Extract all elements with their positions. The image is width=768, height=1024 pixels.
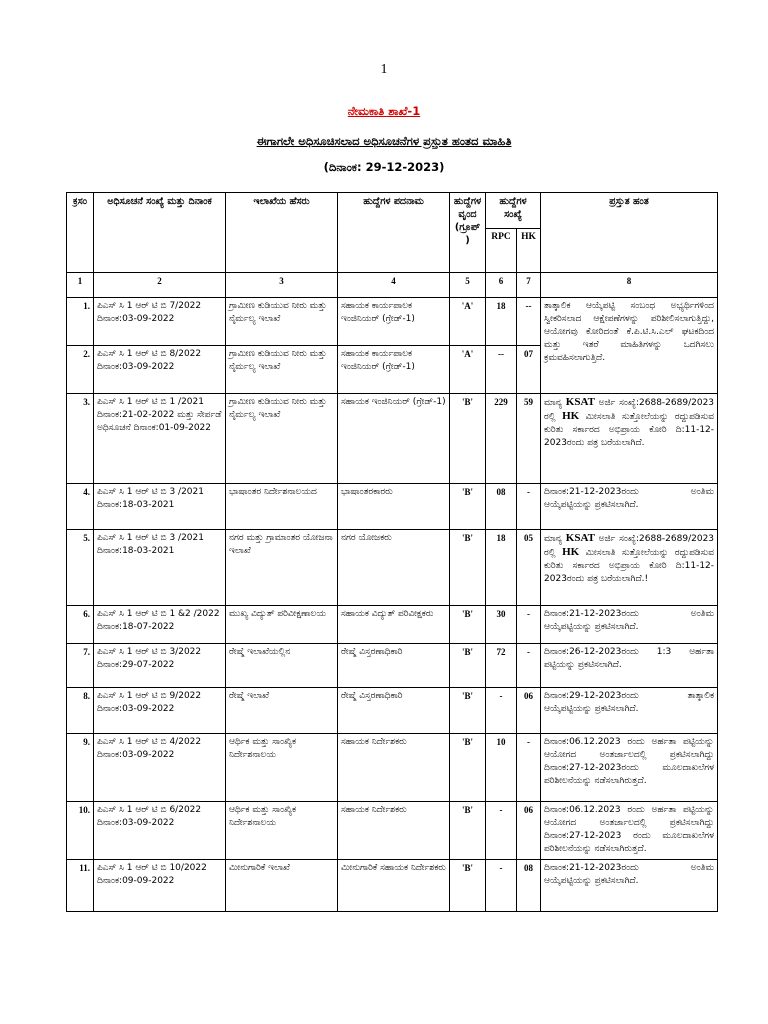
row-hk: -: [517, 734, 541, 802]
row-post: ಭಾಷಾಂತರಕಾರರು: [338, 484, 450, 530]
row-department: ಆರ್ಥಿಕ ಮತ್ತು ಸಾಂಖ್ಯಿಕ ನಿರ್ದೇಶನಾಲಯ: [226, 734, 338, 802]
row-status: ದಿನಾಂಕ:06.12.2023 ರಂದು ಅರ್ಹತಾ ಪಟ್ಟಿಯನ್ನು ಆಯೋಗದ ಅಂತರ್ಜಾಲದಲ್ಲಿ ಪ್ರಕಟಿಸಲಾಗಿದ್ದು ದಿನಾಂಕ:27-12-2023ರಂದು ಮೂಲದಾಖಲೆಗಳ ಪರಿಶೀಲನೆಯನ್ನು ನಡೆಸಲಾಗಿರುತ್ತದೆ.: [541, 734, 718, 802]
row-rpc: 30: [486, 606, 517, 644]
row-notification: ಪಿಎಸ್ ಸಿ 1 ಆರ್ ಟಿ ಬಿ 8/2022 ದಿನಾಂಕ:03-09-2022: [94, 346, 226, 394]
row-department: ಗ್ರಾಮೀಣ ಕುಡಿಯುವ ನೀರು ಮತ್ತು ನೈರ್ಮಲ್ಯ ಇಲಾಖೆ: [226, 346, 338, 394]
table-row: [67, 860, 718, 912]
row-rpc: 18: [486, 530, 517, 606]
document-date: (ದಿನಾಂಕ: 29-12-2023): [323, 160, 445, 174]
row-status: ದಿನಾಂಕ:26-12-2023ರಂದು 1:3 ಅರ್ಹತಾ ಪಟ್ಟಿಯನ್ನು ಪ್ರಕಟಿಸಲಾಗಿದೆ.: [541, 644, 718, 688]
col-header-rpc: RPC: [486, 229, 517, 273]
status-text-part: ಮೀಸಲಾತಿ ಸುತ್ತೋಲೆಯನ್ನು ರದ್ದುಪಡಿಸುವ ಕುರಿತು ಸರ್ಕಾರದ ಅಭಿಪ್ರಾಯ ಕೋರಿ ದಿ:11-12-2023ರಂದು ಪತ್ರ ಬರೆಯಲಾಗಿದೆ.: [544, 412, 715, 448]
row-sl: 11.: [67, 860, 94, 912]
status-text-part: ಮಾನ್ಯ: [544, 398, 566, 408]
row-notification: ಪಿಎಸ್ ಸಿ 1 ಆರ್ ಟಿ ಬಿ 3/2022 ದಿನಾಂಕ:29-07-2022: [94, 644, 226, 688]
status-text-part: KSAT: [565, 532, 595, 544]
row-department: ಭಾಷಾಂತರ ನಿರ್ದೇಶನಾಲಯದ: [226, 484, 338, 530]
row-hk: -: [517, 644, 541, 688]
column-number: 1: [67, 273, 94, 298]
row-notification: ಪಿಎಸ್ ಸಿ 1 ಆರ್ ಟಿ ಬಿ 3 /2021 ದಿನಾಂಕ:18-03-2021: [94, 530, 226, 606]
row-sl: 3.: [67, 394, 94, 484]
row-department: ಮುಖ್ಯ ವಿದ್ಯುತ್ ಪರಿವೀಕ್ಷಣಾಲಯ: [226, 606, 338, 644]
row-hk: 08: [517, 860, 541, 912]
row-status: ದಿನಾಂಕ:21-12-2023ರಂದು ಅಂತಿಮ ಆಯ್ಕೆಪಟ್ಟಿಯನ್ನು ಪ್ರಕಟಿಸಲಾಗಿದೆ.: [541, 484, 718, 530]
row-status: ದಿನಾಂಕ:29-12-2023ರಂದು ತಾತ್ಕಾಲಿಕ ಆಯ್ಕೆಪಟ್ಟಿಯನ್ನು ಪ್ರಕಟಿಸಲಾಗಿದೆ.: [541, 688, 718, 734]
row-group: 'B': [450, 802, 486, 860]
row-rpc: -: [486, 688, 517, 734]
row-post: ನಗರ ಯೋಜಕರು: [338, 530, 450, 606]
row-rpc: --: [486, 346, 517, 394]
col-header-hk: HK: [517, 229, 541, 273]
row-hk: -: [517, 484, 541, 530]
row-rpc: -: [486, 802, 517, 860]
row-sl: 5.: [67, 530, 94, 606]
row-department: ಮೀನುಗಾರಿಕೆ ಇಲಾಖೆ: [226, 860, 338, 912]
column-number: 7: [517, 273, 541, 298]
row-group: 'B': [450, 394, 486, 484]
page-number: 1: [380, 62, 388, 77]
column-number: 5: [450, 273, 486, 298]
col-header-post: ಹುದ್ದೆಗಳ ಪದನಾಮ: [338, 193, 450, 273]
row-rpc: 229: [486, 394, 517, 484]
column-number: 6: [486, 273, 517, 298]
row-group: 'B': [450, 688, 486, 734]
row-department: ರೇಷ್ಮೆ ಇಲಾಖೆ: [226, 688, 338, 734]
table-row: [67, 606, 718, 644]
row-hk: 06: [517, 688, 541, 734]
status-text-part: KSAT: [565, 396, 595, 408]
col-header-department: ಇಲಾಖೆಯ ಹೆಸರು: [226, 193, 338, 273]
row-notification: ಪಿಎಸ್ ಸಿ 1 ಆರ್ ಟಿ ಬಿ 10/2022 ದಿನಾಂಕ:09-09-2022: [94, 860, 226, 912]
row-rpc: 10: [486, 734, 517, 802]
column-number: 8: [541, 273, 718, 298]
row-post: ಸಹಾಯಕ ಕಾರ್ಯಪಾಲಕ ಇಂಜಿನಿಯರ್ (ಗ್ರೇಡ್-1): [338, 298, 450, 346]
row-post: ಸಹಾಯಕ ವಿದ್ಯುತ್ ಪರಿವೀಕ್ಷಕರು: [338, 606, 450, 644]
row-status: [541, 394, 718, 484]
col-header-group: ಹುದ್ದೆಗಳ ವೃಂದ (ಗ್ರೂಪ್): [450, 193, 486, 273]
row-hk: 06: [517, 802, 541, 860]
row-group: 'A': [450, 298, 486, 346]
row-department: ರೇಷ್ಮೆ ಇಲಾಖೆಯಲ್ಲಿನ: [226, 644, 338, 688]
row-post: ಸಹಾಯಕ ಕಾರ್ಯಪಾಲಕ ಇಂಜಿನಿಯರ್ (ಗ್ರೇಡ್-1): [338, 346, 450, 394]
row-post: ರೇಷ್ಮೆ ವಿಸ್ತರಣಾಧಿಕಾರಿ: [338, 644, 450, 688]
row-department: ನಗರ ಮತ್ತು ಗ್ರಾಮಾಂತರ ಯೋಜನಾ ಇಲಾಖೆ: [226, 530, 338, 606]
row-hk: --: [517, 298, 541, 346]
row-status: ದಿನಾಂಕ:21-12-2023ರಂದು ಅಂತಿಮ ಆಯ್ಕೆಪಟ್ಟಿಯನ್ನು ಪ್ರಕಟಿಸಲಾಗಿದೆ.: [541, 860, 718, 912]
row-sl: 7.: [67, 644, 94, 688]
table-row: [67, 484, 718, 530]
row-group: 'B': [450, 530, 486, 606]
table-row: [67, 644, 718, 688]
status-text-part: HK: [562, 410, 580, 422]
col-header-status: ಪ್ರಸ್ತುತ ಹಂತ: [541, 193, 718, 273]
row-notification: ಪಿಎಸ್ ಸಿ 1 ಆರ್ ಟಿ ಬಿ 1 &2 /2022 ದಿನಾಂಕ:18-07-2022: [94, 606, 226, 644]
row-hk: 07: [517, 346, 541, 394]
status-text-part: ಅರ್ಜಿ ಸಂಖ್ಯೆ:2688-2689/2023 ರಲ್ಲಿ: [544, 398, 715, 422]
row-group: 'B': [450, 644, 486, 688]
row-status: ತಾತ್ಕಾಲಿಕ ಆಯ್ಕೆಪಟ್ಟಿ ಸಂಬಂಧ ಅಭ್ಯರ್ಥಿಗಳಿಂದ ಸ್ವೀಕರಿಸಲಾದ ಆಕ್ಷೇಪಣೆಗಳನ್ನು ಪರಿಶೀಲಿಸಲಾಗುತ್ತಿದ್ದು, ಆಯೋಗವು ಕೋರಿದಂತೆ ಕೆ.ಪಿ.ಟಿ.ಸಿ.ಎಲ್ ಘಟಕದಿಂದ ಮತ್ತು ಇತರೆ ಮಾಹಿತಿಗಳನ್ನು ಒದಗಿಸಲು ಕ್ರಮವಹಿಸಲಾಗುತ್ತಿದೆ.: [541, 298, 718, 394]
row-sl: 1.: [67, 298, 94, 346]
status-text-part: ಮೀಸಲಾತಿ ಸುತ್ತೋಲೆಯನ್ನು ರದ್ದುಪಡಿಸುವ ಕುರಿತು ಸರ್ಕಾರದ ಅಭಿಪ್ರಾಯ ಕೋರಿ ದಿ:11-12-2023ರಂದು ಪತ್ರ ಬರೆಯಲಾಗಿದೆ.!: [544, 548, 715, 584]
row-rpc: 72: [486, 644, 517, 688]
row-hk: 05: [517, 530, 541, 606]
table-row: [67, 734, 718, 802]
table-row: [67, 530, 718, 606]
row-sl: 10.: [67, 802, 94, 860]
status-text-part: HK: [562, 546, 580, 558]
row-notification: ಪಿಎಸ್ ಸಿ 1 ಆರ್ ಟಿ ಬಿ 6/2022 ದಿನಾಂಕ:03-09-2022: [94, 802, 226, 860]
row-sl: 9.: [67, 734, 94, 802]
row-rpc: -: [486, 860, 517, 912]
col-header-vacancies: ಹುದ್ದೆಗಳ ಸಂಖ್ಯೆ: [486, 193, 541, 229]
row-group: 'B': [450, 606, 486, 644]
row-group: 'B': [450, 734, 486, 802]
row-hk: -: [517, 606, 541, 644]
column-number: 2: [94, 273, 226, 298]
row-post: ಮೀನುಗಾರಿಕೆ ಸಹಾಯಕ ನಿರ್ದೇಶಕರು: [338, 860, 450, 912]
row-post: ಸಹಾಯಕ ಇಂಜಿನಿಯರ್ (ಗ್ರೇಡ್-1): [338, 394, 450, 484]
table-row: [67, 298, 718, 346]
column-number: 3: [226, 273, 338, 298]
row-sl: 2.: [67, 346, 94, 394]
row-group: 'A': [450, 346, 486, 394]
row-department: ಆರ್ಥಿಕ ಮತ್ತು ಸಾಂಖ್ಯಿಕ ನಿರ್ದೇಶನಾಲಯ: [226, 802, 338, 860]
col-header-sl: ಕ್ರಸಂ: [67, 193, 94, 273]
row-department: ಗ್ರಾಮೀಣ ಕುಡಿಯುವ ನೀರು ಮತ್ತು ನೈರ್ಮಲ್ಯ ಇಲಾಖೆ: [226, 394, 338, 484]
row-hk: 59: [517, 394, 541, 484]
row-notification: ಪಿಎಸ್ ಸಿ 1 ಆರ್ ಟಿ ಬಿ 9/2022 ದಿನಾಂಕ:03-09-2022: [94, 688, 226, 734]
document-title: ಈಗಾಗಲೇ ಅಧಿಸೂಚಿಸಲಾದ ಅಧಿಸೂಚನೆಗಳ ಪ್ರಸ್ತುತ ಹಂತದ ಮಾಹಿತಿ: [256, 134, 512, 148]
row-sl: 6.: [67, 606, 94, 644]
row-rpc: 08: [486, 484, 517, 530]
annex-title: ನೇಮಕಾತಿ ಶಾಖೆ-1: [347, 104, 421, 118]
row-rpc: 18: [486, 298, 517, 346]
row-status: ದಿನಾಂಕ:21-12-2023ರಂದು ಅಂತಿಮ ಆಯ್ಕೆಪಟ್ಟಿಯನ್ನು ಪ್ರಕಟಿಸಲಾಗಿದೆ.: [541, 606, 718, 644]
status-text-part: ಮಾನ್ಯ: [544, 534, 566, 544]
column-number: 4: [338, 273, 450, 298]
row-post: ರೇಷ್ಮೆ ವಿಸ್ತರಣಾಧಿಕಾರಿ: [338, 688, 450, 734]
row-sl: 8.: [67, 688, 94, 734]
row-notification: ಪಿಎಸ್ ಸಿ 1 ಆರ್ ಟಿ ಬಿ 4/2022 ದಿನಾಂಕ:03-09-2022: [94, 734, 226, 802]
row-status: ದಿನಾಂಕ:06.12.2023 ರಂದು ಅರ್ಹತಾ ಪಟ್ಟಿಯನ್ನು ಆಯೋಗದ ಅಂತರ್ಜಾಲದಲ್ಲಿ ಪ್ರಕಟಿಸಲಾಗಿದ್ದು ದಿನಾಂಕ:27-12-2023 ರಂದು ಮೂಲದಾಖಲೆಗಳ ಪರಿಶೀಲನೆಯನ್ನು ನಡೆಸಲಾಗಿರುತ್ತದೆ.: [541, 802, 718, 860]
column-number-row: [67, 273, 718, 298]
row-sl: 4.: [67, 484, 94, 530]
row-department: ಗ್ರಾಮೀಣ ಕುಡಿಯುವ ನೀರು ಮತ್ತು ನೈರ್ಮಲ್ಯ ಇಲಾಖೆ: [226, 298, 338, 346]
col-header-notification: ಅಧಿಸೂಚನೆ ಸಂಖ್ಯೆ ಮತ್ತು ದಿನಾಂಕ: [94, 193, 226, 273]
row-group: 'B': [450, 860, 486, 912]
table-row: [67, 688, 718, 734]
row-notification: ಪಿಎಸ್ ಸಿ 1 ಆರ್ ಟಿ ಬಿ 7/2022 ದಿನಾಂಕ:03-09-2022: [94, 298, 226, 346]
status-text-part: ಅರ್ಜಿ ಸಂಖ್ಯೆ:2688-2689/2023 ರಲ್ಲಿ: [544, 534, 715, 558]
table-row: [67, 394, 718, 484]
row-notification: ಪಿಎಸ್ ಸಿ 1 ಆರ್ ಟಿ ಬಿ 1 /2021 ದಿನಾಂಕ:21-02-2022 ಮತ್ತು ಸೇರ್ಪಡೆ ಅಧಿಸೂಚನೆ ದಿನಾಂಕ:01-09-2022: [94, 394, 226, 484]
row-notification: ಪಿಎಸ್ ಸಿ 1 ಆರ್ ಟಿ ಬಿ 3 /2021 ದಿನಾಂಕ:18-03-2021: [94, 484, 226, 530]
status-table: [66, 192, 718, 912]
row-post: ಸಹಾಯಕ ನಿರ್ದೇಶಕರು: [338, 734, 450, 802]
row-status: [541, 530, 718, 606]
row-post: ಸಹಾಯಕ ನಿರ್ದೇಶಕರು: [338, 802, 450, 860]
table-row: [67, 802, 718, 860]
row-group: 'B': [450, 484, 486, 530]
